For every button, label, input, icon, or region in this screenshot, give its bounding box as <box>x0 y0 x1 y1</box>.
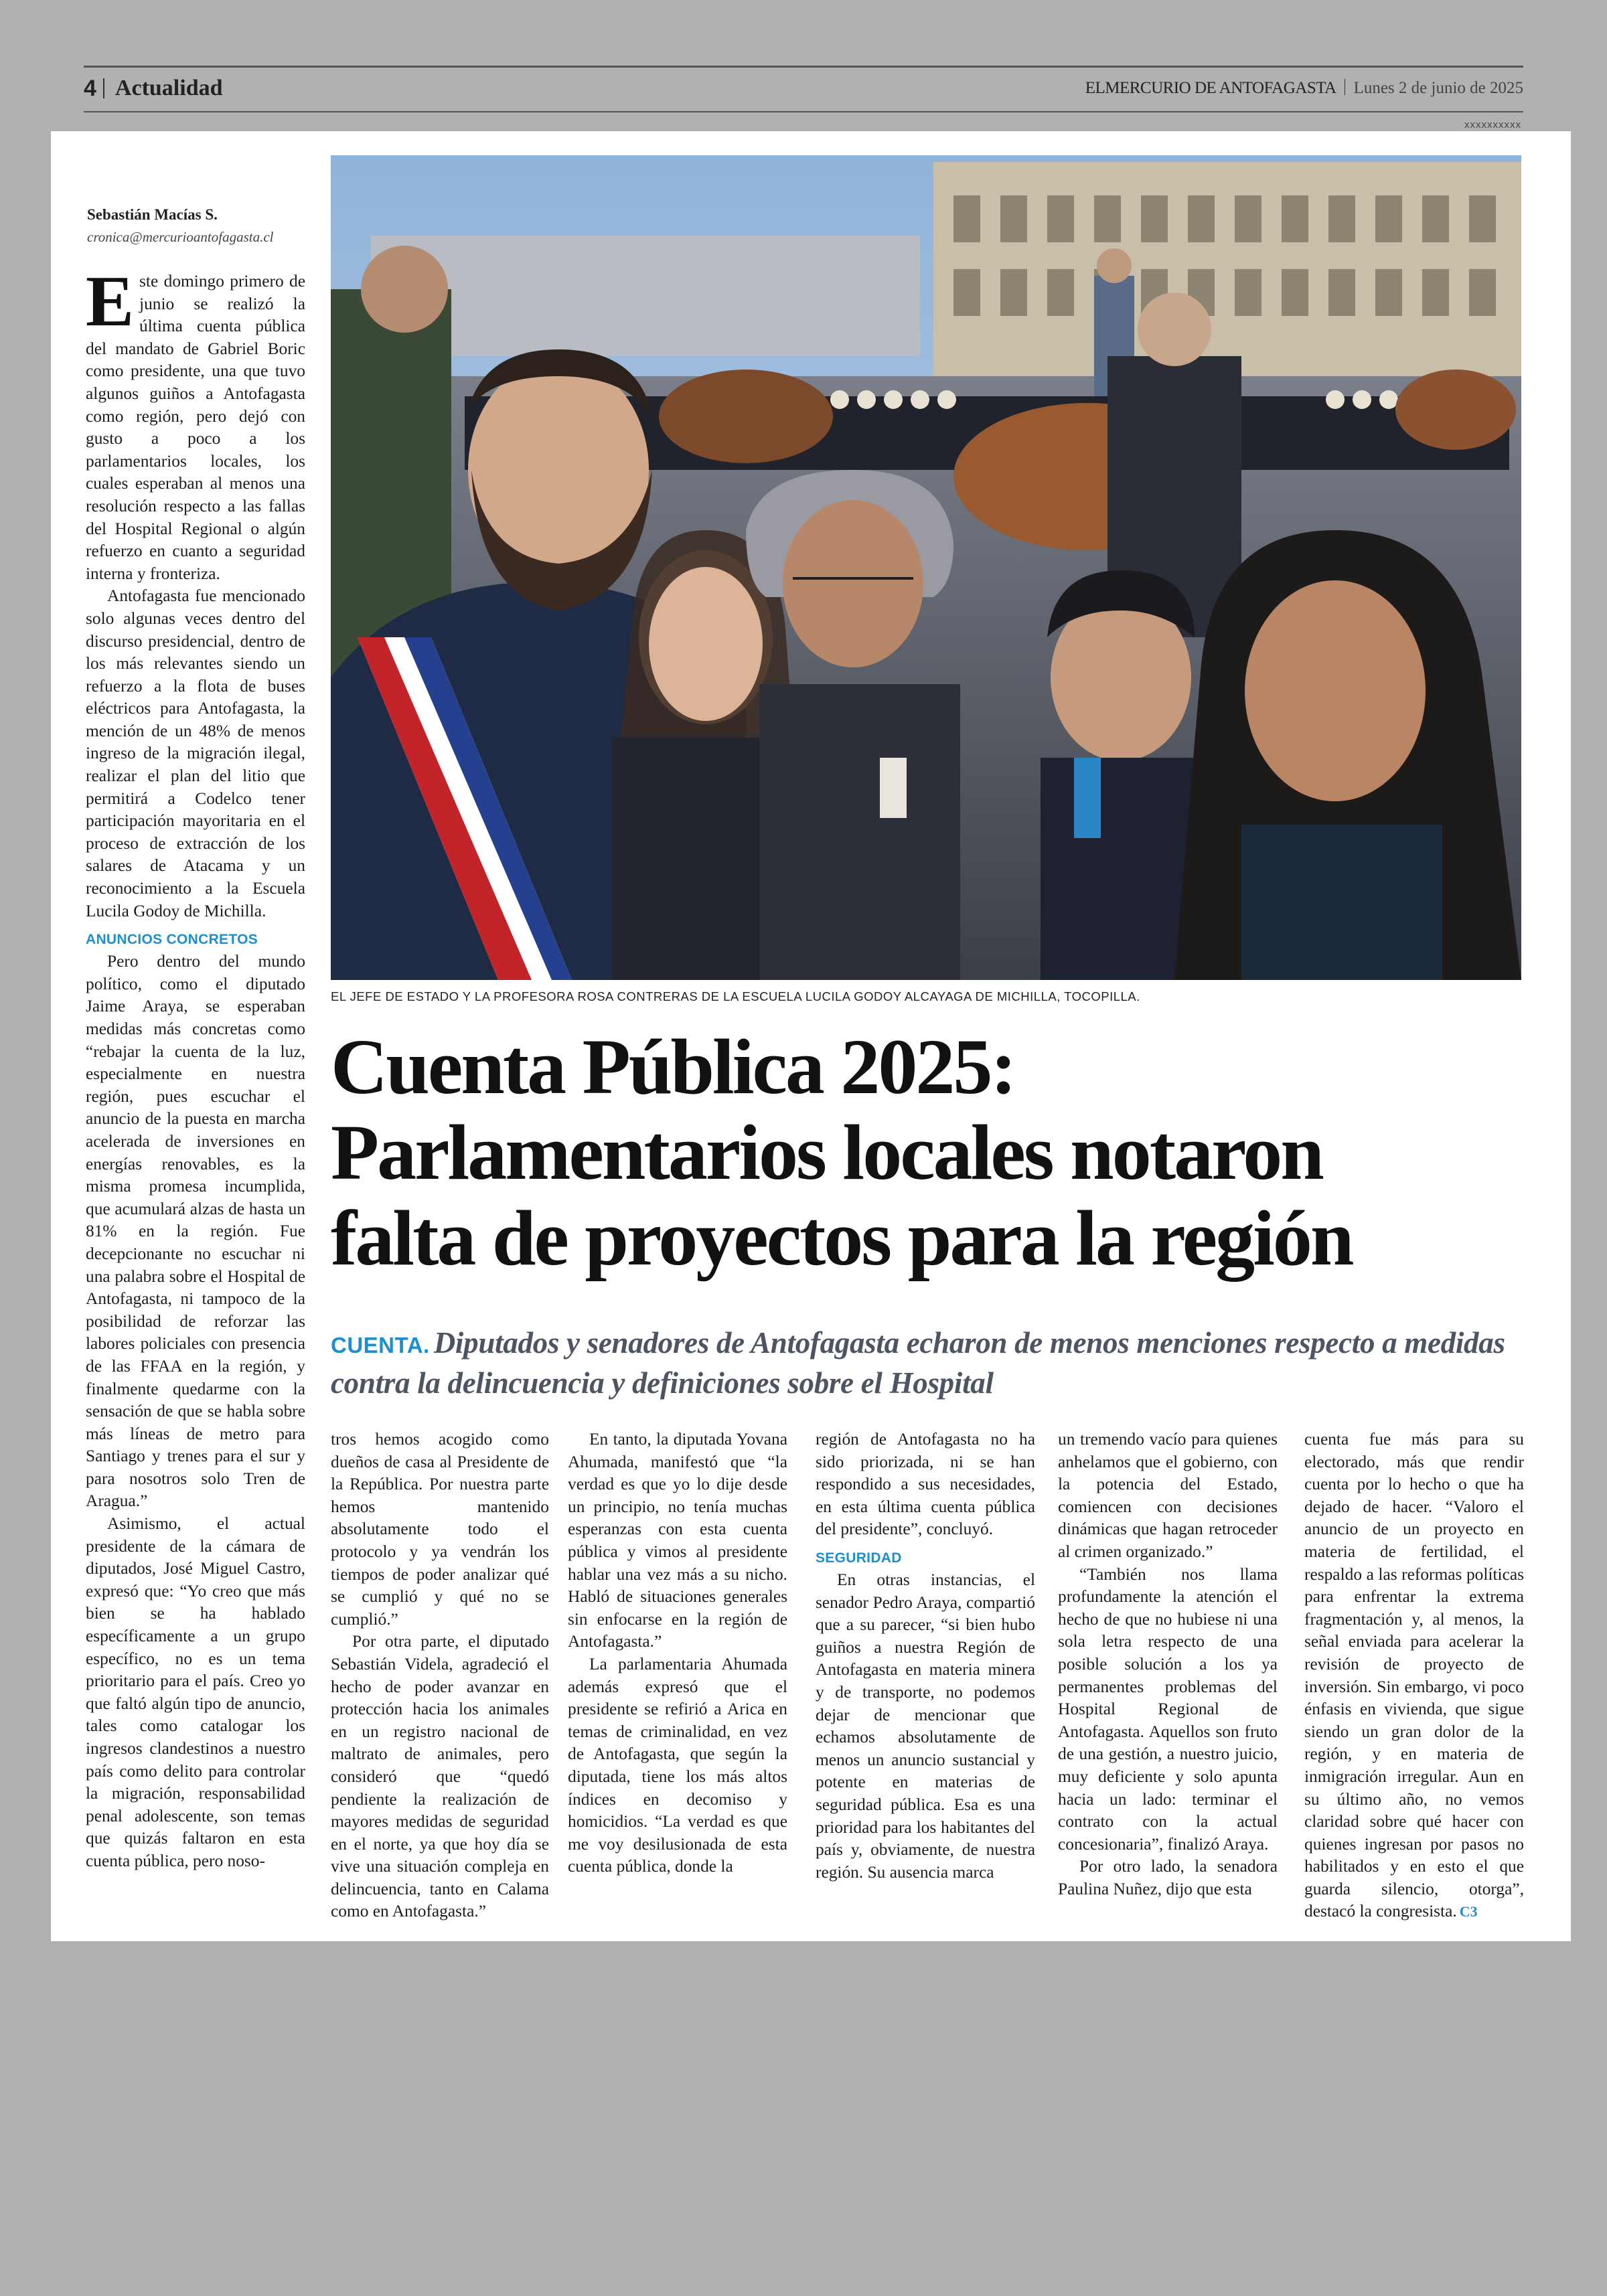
article-column-5 <box>1058 1428 1278 1900</box>
section-name: Actualidad <box>114 76 223 100</box>
newspaper-name: ELMERCURIO DE ANTOFAGASTA <box>1085 79 1336 97</box>
page-number: 4 <box>84 75 96 101</box>
subhead-seguridad: SEGURIDAD <box>816 1550 902 1566</box>
headline-line-3: falta de proyectos para la región <box>331 1194 1353 1282</box>
header-right <box>1085 79 1523 98</box>
article-column-2 <box>331 1428 549 1923</box>
subhead-anuncios: ANUNCIOS CONCRETOS <box>86 932 258 948</box>
article-paragraph: Por otro lado, la senadora Paulina Nuñez, dijo que esta <box>1058 1857 1278 1898</box>
article-column-6 <box>1304 1428 1524 1923</box>
page-code: xxxxxxxxxx <box>1464 119 1521 131</box>
article-paragraph: Pero dentro del mundo político, como el diputado Jaime Araya, se esperaban medidas más concretas como “rebajar la cuenta de la luz, especialmente en nuestra región, pues escuchar el anuncio de la puesta en marcha acelerada de inversiones en energías renovables, es la misma promesa incumplida, que acumulará alzas de hasta un 81% en la región. Fue decepcionante no escuchar ni una palabra sobre el Hospital de Antofagasta, ni tampoco de la posibilidad de reforzar las labores policiales con presencia de las FFAA en la región, y finalmente quedarme con la sensación de que se habla sobre más líneas de metro para Santiago y trenes para el sur y para nosotros solo Tren de Aragua.” <box>86 952 305 1511</box>
headline-line-2: Parlamentarios locales notaron <box>331 1109 1322 1196</box>
article-headline <box>331 1024 1529 1281</box>
header-left <box>84 76 223 102</box>
article-deck <box>331 1324 1529 1402</box>
article-paragraph: tros hemos acogido como dueños de casa al Presidente de la República. Por nuestra parte hemos mantenido absolutamente todo el protocolo y ya vendrán los tiempos de poder analizar qué se cumplió y qué no se cumplió.” <box>331 1430 549 1629</box>
article-paragraph: Por otra parte, el diputado Sebastián Videla, agradeció el hecho de poder avanzar en protección hacia los animales en un registro nacional de maltrato de animales, pero consideró que “quedó pendiente la realización de mayores medidas de seguridad en el norte, ya que hoy día se vive una situación compleja en delincuencia, tanto en Calama como en Antofagasta.” <box>331 1632 549 1921</box>
article-photo <box>331 155 1521 980</box>
article-paragraph: En otras instancias, el senador Pedro Araya, compartió que a su parecer, “si bien hubo guiños a nuestra Región de Antofagasta en materia minera y de transporte, no podemos dejar de mencionar que echamos absolutamente de menos un anuncio sustancial y potente en materias de seguridad pública. Esa es una prioridad para los habitantes del país y, obviamente, de nuestra región. Su ausencia marca <box>816 1570 1035 1882</box>
selfie-photo-icon <box>331 155 1521 980</box>
end-mark-icon: C3 <box>1459 1903 1478 1920</box>
publication-date: Lunes 2 de junio de 2025 <box>1353 79 1523 97</box>
header-bottom-rule <box>84 111 1523 112</box>
article-paragraph: región de Antofagasta no ha sido priorizada, ni se han respondido a sus necesidades, en esta última cuenta pública del presidente”, concluyó. <box>816 1430 1035 1539</box>
article-paragraph: “También nos llama profundamente la atención el hecho de que no hubiese ni una sola letra respecto de una posible solución a los ya permanentes problemas del Hospital Regional de Antofagasta. Aquellos son fruto de una gestión, a nuestro juicio, muy deficiente y solo apunta hacia un lado: terminar el contrato con la actual concesionaria”, finalizó Araya. <box>1058 1564 1278 1854</box>
deck-kicker: CUENTA. <box>331 1333 430 1358</box>
header-divider <box>103 78 104 98</box>
article-paragraph: La parlamentaria Ahumada además expresó que el presidente se refirió a Arica en temas de criminalidad, en vez de Antofagasta, que según la diputada, tiene los más altos índices en decomiso y homicidios. “La verdad es que me voy desilusionada de esta cuenta pública, donde la <box>568 1654 787 1876</box>
article-paragraph: En tanto, la diputada Yovana Ahumada, manifestó que “la verdad es que yo lo dije desde un principio, no tenía muchas esperanzas con esta cuenta pública y vimos al presidente hablar una vez más a su nicho. Habló de situaciones generales sin enfocarse en la región de Antofagasta.” <box>568 1430 787 1651</box>
article-paragraph: Asimismo, el actual presidente de la cámara de diputados, José Miguel Castro, expresó que: “Yo creo que más bien se ha hablado específicamente a un grupo específico, no es un tema prioritario para el país. Creo yo que faltó algún tipo de anuncio, tales como catalogar los ingresos clandestinos a nuestro país como delito para controlar la migración, responsabilidad penal adolescente, son temas que quizás faltaron en esta cuenta pública, pero noso- <box>86 1514 305 1870</box>
paragraph-text: ste domingo primero de junio se realizó la última cuenta pública del mandato de Gabriel Boric como presidente, una que tuvo algunos guiños a Antofagasta como región, pero dejó con gusto a poco a los parlamentarios locales, los cuales esperaban al menos una resolución respecto a las fallas del Hospital Regional o algún refuerzo en cuanto a seguridad interna y fronteriza. <box>86 272 305 583</box>
article-paragraph: Antofagasta fue mencionado solo algunas veces dentro del discurso presidencial, dentro de los más relevantes siendo un refuerzo a la flota de buses eléctricos para Antofagasta, la mención de un 48% de menos ingreso de la migración ilegal, realizar el plan del litio que permitirá a Codelco tener participación mayoritaria en el proceso de extracción de los salares de Atacama y un reconocimiento a la Escuela Lucila Godoy de Michilla. <box>86 586 305 920</box>
header-divider-2 <box>1345 79 1346 95</box>
headline-line-1: Cuenta Pública 2025: <box>331 1023 1015 1111</box>
deck-text: Diputados y senadores de Antofagasta echaron de menos menciones respecto a medidas contra la delincuencia y definiciones sobre el Hospital <box>331 1326 1505 1400</box>
article-column-3 <box>568 1428 787 1878</box>
article-paragraph <box>86 262 305 585</box>
byline-author: Sebastián Macías S. <box>87 206 218 223</box>
byline-email: cronica@mercurioantofagasta.cl <box>87 229 274 245</box>
page-header <box>84 67 1523 110</box>
dropcap: E <box>86 262 135 341</box>
article-column-1 <box>86 262 305 1873</box>
article-paragraph: un tremendo vacío para quienes anhelamos que el gobierno, con la potencia del Estado, comiencen con decisiones dinámicas que hagan retroceder al crimen organizado.” <box>1058 1430 1278 1561</box>
paragraph-text: cuenta fue más para su electorado, más que rendir cuenta por lo hecho o que ha dejado de hacer. “Valoro el anuncio de un proyecto en materia de fertilidad, el respaldo a las reformas políticas para enfrentar la extrema fragmentación y, al menos, la señal enviada para acelerar la revisión de proyecto de inversión. Sin embargo, vi poco énfasis en vivienda, que sigue siendo un gran dolor de la región, y en materia de inmigración irregular. Aun en su último año, no vemos claridad sobre qué hacer con quienes ingresan por pasos no habilitados y en esto el que guarda silencio, otorga”, destacó la congresista. <box>1304 1430 1524 1921</box>
photo-caption: EL JEFE DE ESTADO Y LA PROFESORA ROSA CONTRERAS DE LA ESCUELA LUCILA GODOY ALCAYAGA DE MICHILLA, TOCOPILLA. <box>331 989 1140 1003</box>
article-column-4 <box>816 1428 1035 1884</box>
article-paragraph <box>1304 1428 1524 1923</box>
